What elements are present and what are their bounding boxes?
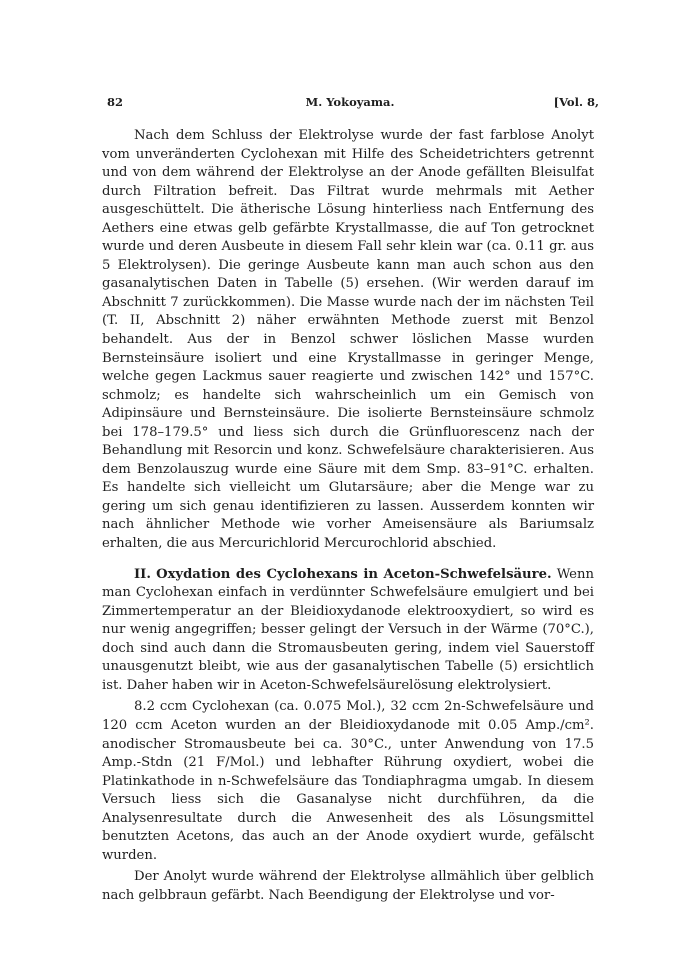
section-number: II. <box>134 566 151 582</box>
paragraph-4: Der Anolyt wurde während der Elektrolyse allmählich über gelblich nach gelbbraun gefärbt. Nach Beendigung der Elektrolyse und vor- <box>102 869 594 903</box>
paragraph-2-text: Wenn man Cyclohexan einfach in verdünnter Schwefelsäure emulgiert und bei Zimmertemperatur an der Bleidioxydanode elektrooxydiert, so wird es nur wenig angegriffen; besser gelingt der Versuch in der Wärme (70°C.), doch sind auch dann die Stromausbeuten gering, indem viel Sauerstoff unausgenutzt bleibt, wie aus der gasanalytischen Tabelle (5) ersichtlich ist. Daher haben wir in Aceton-Schwefelsäurelösung elektrolysiert. <box>102 566 594 693</box>
section-title: Oxydation des Cyclohexans in Aceton-Schwefelsäure. <box>156 566 552 582</box>
page-number: 82 <box>107 95 124 109</box>
running-author: M. Yokoyama. <box>305 95 395 109</box>
paragraph-1: Nach dem Schluss der Elektrolyse wurde der fast farblose Anolyt vom unveränderten Cyclohexan mit Hilfe des Scheidetrichters getrennt und von dem während der Elektrolyse an der Anode gefällten Bleisulfat durch Filtration befreit. Das Filtrat wurde mehrmals mit Aether ausgeschüttelt. Die ätherische Lösung hinterliess nach Entfernung des Aethers eine etwas gelb gefärbte Krystallmasse, die auf Ton getrocknet wurde und deren Ausbeute in diesem Fall sehr klein war (ca. 0.11 gr. aus 5 Elektrolysen). Die geringe Ausbeute kann man auch schon aus den gasanalytischen Daten in Tabelle (5) ersehen. (Wir werden darauf im Abschnitt 7 zurückkommen). Die Masse wurde nach der im nächsten Teil (T. II, Abschnitt 2) näher erwähnten Methode zuerst mit Benzol behandelt. Aus der in Benzol schwer löslichen Masse wurden Bernsteinsäure isoliert und eine Krystallmasse in geringer Menge, welche gegen Lackmus sauer reagierte und zwischen 142° und 157°C. schmolz; es handelte sich wahrscheinlich um ein Gemisch von Adipinsäure und Bernsteinsäure. Die isolierte Bernsteinsäure schmolz bei 178–179.5° und liess sich durch die Grünfluorescenz nach der Behandlung mit Resorcin und konz. Schwefelsäure charakterisieren. Aus dem Benzolauszug wurde eine Säure mit dem Smp. 83–91°C. erhalten. Es handelte sich vielleicht um Glutarsäure; aber die Menge war zu gering um sich genau identifizieren zu lassen. Ausserdem konnten wir nach ähnlicher Methode wie vorher Ameisensäure als Bariumsalz erhalten, die aus Mercurichlorid Mercurochlorid abschied. <box>102 128 594 552</box>
volume-label: [Vol. 8, <box>553 95 599 109</box>
paragraph-2 <box>102 566 594 696</box>
body-text <box>102 127 594 905</box>
paragraph-3: 8.2 ccm Cyclohexan (ca. 0.075 Mol.), 32 ccm 2n-Schwefelsäure und 120 ccm Aceton wurden an der Bleidioxydanode mit 0.05 Amp./cm². anodischer Stromausbeute bei ca. 30°C., unter Anwendung von 17.5 Amp.-Stdn (21 F/Mol.) und lebhafter Rührung oxydiert, wobei die Platinkathode in n-Schwefelsäure das Tondiaphragma umgab. In diesem Versuch liess sich die Gasanalyse nicht durchführen, da die Analysenresultate durch die Anwesenheit des als Lösungsmittel benutzten Acetons, das auch an der Anode oxydiert wurde, gefälscht wurden. <box>102 699 594 863</box>
running-header <box>101 95 599 111</box>
